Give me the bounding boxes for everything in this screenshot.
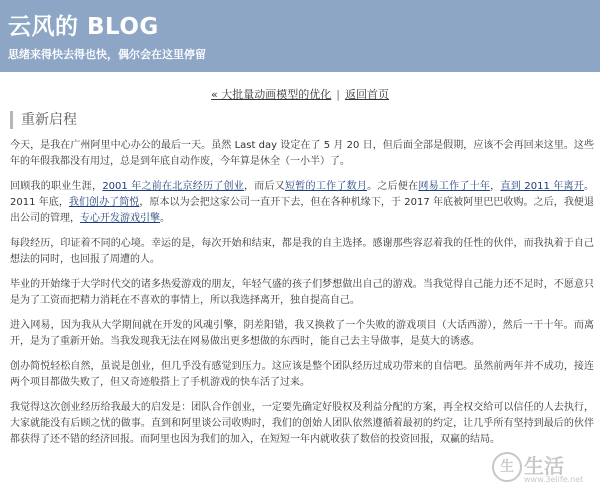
link-founded-jianyue[interactable]: 我们创办了简悦: [68, 197, 140, 208]
site-tagline: 思绪来得快去得也快，偶尔会在这里停留: [8, 48, 206, 61]
post-body: [10, 138, 594, 457]
paragraph-2: [10, 179, 594, 227]
paragraph-3: 每段经历，印证着不同的心境。幸运的是，每次开始和结束，都是我的自主选择。感谢那些容忍着我的任性的伙伴，而我执着于自己想法的同时，也回报了周遭的人。: [10, 238, 594, 265]
watermark-text: 生活: [524, 454, 564, 478]
p2-text-3: 。之后便在: [367, 181, 419, 192]
link-short-work[interactable]: 短暂的工作了数月: [285, 181, 368, 192]
link-netease-ten-years[interactable]: 网易工作了十年: [418, 181, 491, 192]
paragraph-7: 我觉得这次创业经历给我最大的启发是：团队合作创业，一定要先确定好股权及利益分配的方案，再全权交给可以信任的人去执行，大家就能没有后顾之忧的做事。直到和阿里谈公司收购时，我们的创始人团队依然遵循着最初的约定，让几乎所有坚持到最后的伙伴都获得了还不错的经济回报。而阿里也因为我们的加入，在短短一年内就收获了数倍的投资回报，双赢的结局。: [10, 402, 594, 445]
paragraph-6: 创办简悦轻松自然，虽说是创业，但几乎没有感觉到压力。这应该是整个团队经历过成功带来的自信吧。虽然前两年并不成功，接连两个项目都做失败了，但又奇迹般搭上了手机游戏的快车活了过来。: [10, 361, 594, 388]
site-header: [0, 0, 600, 72]
watermark-logo: [492, 450, 596, 486]
post-title: 重新启程: [10, 111, 77, 129]
p2-text-6: ，原本以为会把这家公司一直开下去，但在各种机缘下，于 2017 年底被阿里巴巴收购。之后，我便退出公司的管理，: [10, 197, 594, 224]
site-title[interactable]: 云风的 BLOG: [8, 14, 159, 40]
paragraph-1: 今天，是我在广州阿里中心办公的最后一天。虽然 Last day 设定在了 5 月 20 日，但后面全部是假期，应该不会再回来这里。这些年的年假我都没有用过，总是到年底自动作废，今年算是休全（一小半）了。: [10, 140, 594, 167]
link-game-engine[interactable]: 专心开发游戏引擎: [80, 213, 160, 224]
paragraph-5: 进入网易，因为我从大学期间就在开发的风魂引擎，阴差阳错，我又换救了一个失败的游戏项目（大话西游），然后一干十年。而离开，是为了重新开始。当我发现我无法在网易做出更多想做的东西时，能自己去主导做事，是莫大的诱惑。: [10, 320, 594, 347]
prev-post-link[interactable]: « 大批量动画模型的优化: [211, 88, 332, 101]
watermark-url: www.3elife.net: [524, 475, 584, 484]
post-navigation: [0, 86, 600, 102]
p2-text-5: 。2011 年底，: [10, 181, 595, 208]
link-left-2011[interactable]: 直到 2011 年离开: [500, 181, 585, 192]
link-startup-beijing[interactable]: 2001 年之前在北京经历了创业: [102, 181, 245, 192]
paragraph-4: 毕业的开始缘于大学时代交的诸多热爱游戏的朋友，年轻气盛的孩子们梦想做出自己的游戏。当我觉得自己能力还不足时，不愿意只是为了工资而把精力消耗在不喜欢的事情上，所以我选择离开，独自提高自己。: [10, 279, 594, 306]
p2-text-1: 回顾我的职业生涯，: [10, 181, 103, 192]
home-link[interactable]: 返回首页: [344, 88, 389, 101]
p2-text-4: ，: [490, 181, 501, 192]
p2-text-7: 。: [160, 213, 170, 224]
p2-text-2: ，而后又: [244, 181, 286, 192]
nav-separator: |: [336, 88, 340, 101]
watermark-glyph: 生: [492, 452, 522, 482]
